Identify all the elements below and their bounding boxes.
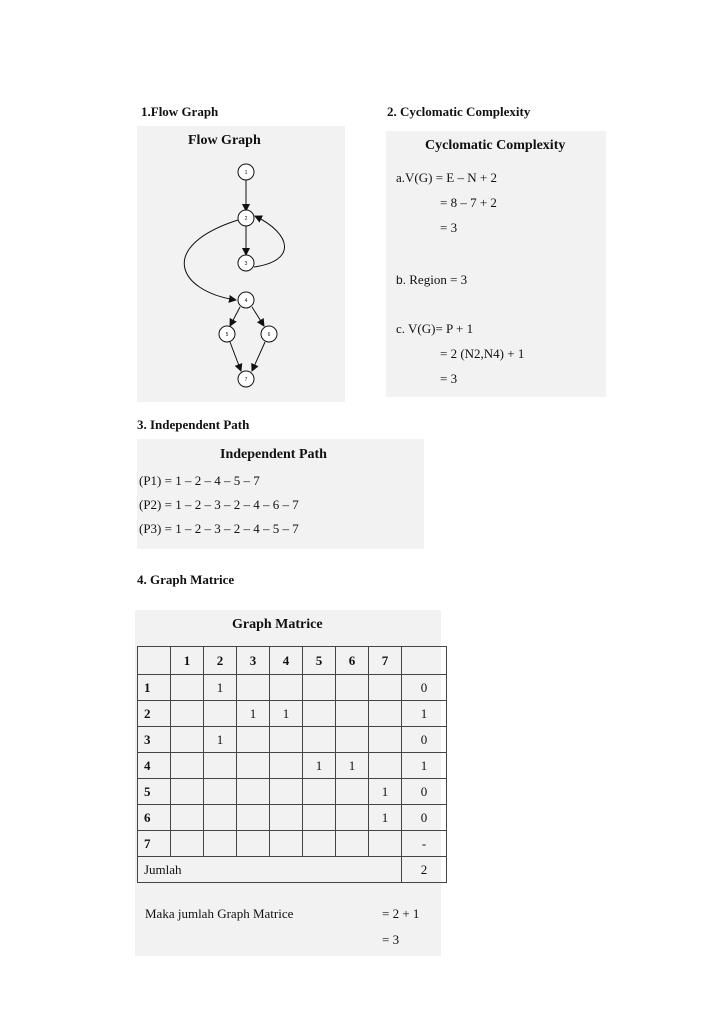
matrix-cell xyxy=(336,701,369,727)
matrix-col-header: 3 xyxy=(237,647,270,675)
matrix-cell xyxy=(204,831,237,857)
node-label-2: 2 xyxy=(244,216,248,222)
matrix-cell: 1 xyxy=(270,701,303,727)
matrix-row-sum: 0 xyxy=(402,727,447,753)
matrix-row xyxy=(138,831,447,857)
matrix-col-header: 5 xyxy=(303,647,336,675)
matrix-cell xyxy=(237,727,270,753)
matrix-cell xyxy=(270,805,303,831)
matrix-cell xyxy=(270,727,303,753)
matrix-cell xyxy=(171,779,204,805)
matrix-cell: 1 xyxy=(237,701,270,727)
matrix-cell: 1 xyxy=(204,675,237,701)
matrix-cell xyxy=(303,805,336,831)
matrix-cell xyxy=(369,831,402,857)
matrix-cell: 1 xyxy=(204,727,237,753)
matrix-row xyxy=(138,753,447,779)
formula-b xyxy=(396,272,467,288)
matrix-cell xyxy=(204,779,237,805)
matrix-row-header: 2 xyxy=(138,701,171,727)
matrix-cell xyxy=(336,727,369,753)
matrix-cell xyxy=(303,779,336,805)
matrix-row-header: 3 xyxy=(138,727,171,753)
matrix-cell xyxy=(204,805,237,831)
matrix-cell xyxy=(369,727,402,753)
matrix-cell xyxy=(237,831,270,857)
matrix-row-sum: - xyxy=(402,831,447,857)
matrix-cell xyxy=(270,675,303,701)
matrix-cell xyxy=(204,753,237,779)
graph-matrix-table xyxy=(137,646,447,883)
conclusion-label: Maka jumlah Graph Matrice xyxy=(145,906,294,921)
matrix-row-sum: 1 xyxy=(402,753,447,779)
formula-a-line3: = 3 xyxy=(440,220,458,235)
matrix-cell xyxy=(171,675,204,701)
matrix-cell xyxy=(336,675,369,701)
matrix-row xyxy=(138,701,447,727)
matrix-cell xyxy=(270,753,303,779)
matrix-cell xyxy=(336,805,369,831)
matrix-col-header: 4 xyxy=(270,647,303,675)
edge-4-5 xyxy=(230,307,240,326)
matrix-total-row xyxy=(138,857,447,883)
matrix-corner-cell xyxy=(138,647,171,675)
matrix-total-label: Jumlah xyxy=(138,857,402,883)
matrix-cell: 1 xyxy=(369,805,402,831)
matrix-row xyxy=(138,727,447,753)
formula-b-text: Region = 3 xyxy=(409,272,468,287)
matrix-row-header: 4 xyxy=(138,753,171,779)
formula-a-line2: = 8 – 7 + 2 xyxy=(440,195,497,210)
matrix-header-row xyxy=(138,647,447,675)
matrix-cell xyxy=(171,805,204,831)
edge-6-7 xyxy=(252,342,265,371)
matrix-cell xyxy=(303,675,336,701)
matrix-cell xyxy=(237,675,270,701)
matrix-cell xyxy=(237,779,270,805)
matrix-cell xyxy=(171,701,204,727)
matrix-row-header: 5 xyxy=(138,779,171,805)
formula-c-line2: = 2 (N2,N4) + 1 xyxy=(440,346,525,361)
matrix-col-header: 2 xyxy=(204,647,237,675)
flow-graph-title: Flow Graph xyxy=(188,133,261,148)
matrix-cell xyxy=(369,701,402,727)
conclusion-line2: = 3 xyxy=(382,932,400,947)
matrix-cell xyxy=(369,675,402,701)
independent-heading: 3. Independent Path xyxy=(137,417,250,432)
edge-5-7 xyxy=(230,342,241,371)
matrix-col-header: 1 xyxy=(171,647,204,675)
matrix-heading: 4. Graph Matrice xyxy=(137,572,235,587)
path-p3: (P3) = 1 – 2 – 3 – 2 – 4 – 5 – 7 xyxy=(139,521,299,536)
matrix-cell xyxy=(204,701,237,727)
cyclomatic-heading: 2. Cyclomatic Complexity xyxy=(387,104,531,119)
edge-3-2 xyxy=(254,216,285,267)
matrix-sum-header xyxy=(402,647,447,675)
matrix-cell: 1 xyxy=(369,779,402,805)
matrix-row-sum: 0 xyxy=(402,779,447,805)
matrix-cell xyxy=(303,701,336,727)
matrix-cell xyxy=(237,805,270,831)
matrix-cell xyxy=(270,831,303,857)
matrix-cell: 1 xyxy=(303,753,336,779)
edge-4-6 xyxy=(252,307,264,326)
node-label-3: 3 xyxy=(244,261,248,267)
matrix-cell xyxy=(303,727,336,753)
matrix-row-sum: 0 xyxy=(402,675,447,701)
matrix-row xyxy=(138,779,447,805)
edge-2-4 xyxy=(184,220,238,300)
flow-graph-heading: 1.Flow Graph xyxy=(141,104,219,119)
node-label-7: 7 xyxy=(244,377,248,383)
matrix-cell xyxy=(303,831,336,857)
formula-c-line3: = 3 xyxy=(440,371,458,386)
formula-a-line1: a.V(G) = E – N + 2 xyxy=(396,170,497,185)
matrix-cell xyxy=(336,779,369,805)
node-label-1: 1 xyxy=(244,170,248,176)
node-label-6: 6 xyxy=(267,332,271,338)
matrix-col-header: 6 xyxy=(336,647,369,675)
matrix-cell xyxy=(270,779,303,805)
independent-title: Independent Path xyxy=(220,447,327,462)
matrix-cell xyxy=(171,831,204,857)
matrix-row-header: 6 xyxy=(138,805,171,831)
matrix-row-header: 7 xyxy=(138,831,171,857)
conclusion-line1: = 2 + 1 xyxy=(382,906,420,921)
flow-graph-diagram xyxy=(137,126,345,402)
matrix-row-header: 1 xyxy=(138,675,171,701)
matrix-col-header: 7 xyxy=(369,647,402,675)
matrix-row xyxy=(138,805,447,831)
matrix-row-sum: 0 xyxy=(402,805,447,831)
node-label-5: 5 xyxy=(225,332,229,338)
matrix-cell xyxy=(369,753,402,779)
matrix-cell xyxy=(336,831,369,857)
formula-b-prefix: b. xyxy=(396,273,407,287)
formula-c-line1: c. V(G)= P + 1 xyxy=(396,321,474,336)
matrix-cell xyxy=(171,753,204,779)
path-p2: (P2) = 1 – 2 – 3 – 2 – 4 – 6 – 7 xyxy=(139,497,299,512)
matrix-row xyxy=(138,675,447,701)
matrix-total-value: 2 xyxy=(402,857,447,883)
path-p1: (P1) = 1 – 2 – 4 – 5 – 7 xyxy=(139,473,260,488)
matrix-cell xyxy=(171,727,204,753)
matrix-row-sum: 1 xyxy=(402,701,447,727)
matrix-cell xyxy=(237,753,270,779)
matrix-title: Graph Matrice xyxy=(232,617,323,632)
cyclomatic-title: Cyclomatic Complexity xyxy=(425,138,566,153)
matrix-cell: 1 xyxy=(336,753,369,779)
node-label-4: 4 xyxy=(244,298,248,304)
